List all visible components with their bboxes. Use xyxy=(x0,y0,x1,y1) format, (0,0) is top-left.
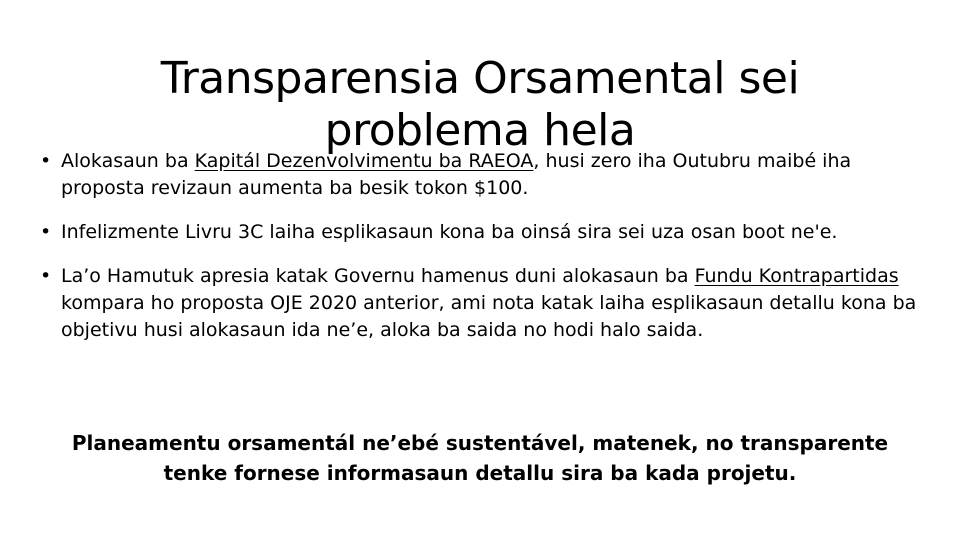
conclusion-line-2: tenke fornese informasaun detallu sira ba kada projetu. xyxy=(163,461,797,485)
bullet-text: Infelizmente Livru 3C laiha esplikasaun kona ba oinsá sira sei uza osan boot ne'e. xyxy=(61,221,838,243)
slide-title-line-2: problema hela xyxy=(324,105,636,157)
bullet-text: kompara ho proposta OJE 2020 anterior, ami nota katak laiha esplikasaun detallu kona ba objetivu husi alokasaun ida ne’e, aloka ba saida no hodi halo saida. xyxy=(61,292,917,341)
slide-title-line-1: Transparensia Orsamental sei xyxy=(160,53,800,105)
conclusion-line-1: Planeamentu orsamentál ne’ebé sustentável, matenek, no transparente xyxy=(71,431,889,455)
link-kapital-dezenvolvimentu[interactable]: Kapitál Dezenvolvimentu ba RAEOA xyxy=(194,150,534,172)
bullet-text: Alokasaun ba xyxy=(61,150,195,172)
bullet-text: La’o Hamutuk apresia katak Governu hamenus duni alokasaun ba xyxy=(61,265,695,287)
bullet-item-capital-allocation xyxy=(40,148,930,202)
conclusion-statement xyxy=(40,428,920,488)
link-fundu-kontrapartidas[interactable]: Fundu Kontrapartidas xyxy=(694,265,899,287)
bullet-text: , husi zero iha Outubru maibé iha proposta revizaun aumenta ba besik tokon $100. xyxy=(61,150,852,199)
bullet-list xyxy=(40,148,930,361)
slide-title xyxy=(80,53,880,157)
bullet-item-livru-3c xyxy=(40,219,930,246)
bullet-item-fundu-kontrapartidas xyxy=(40,263,930,344)
